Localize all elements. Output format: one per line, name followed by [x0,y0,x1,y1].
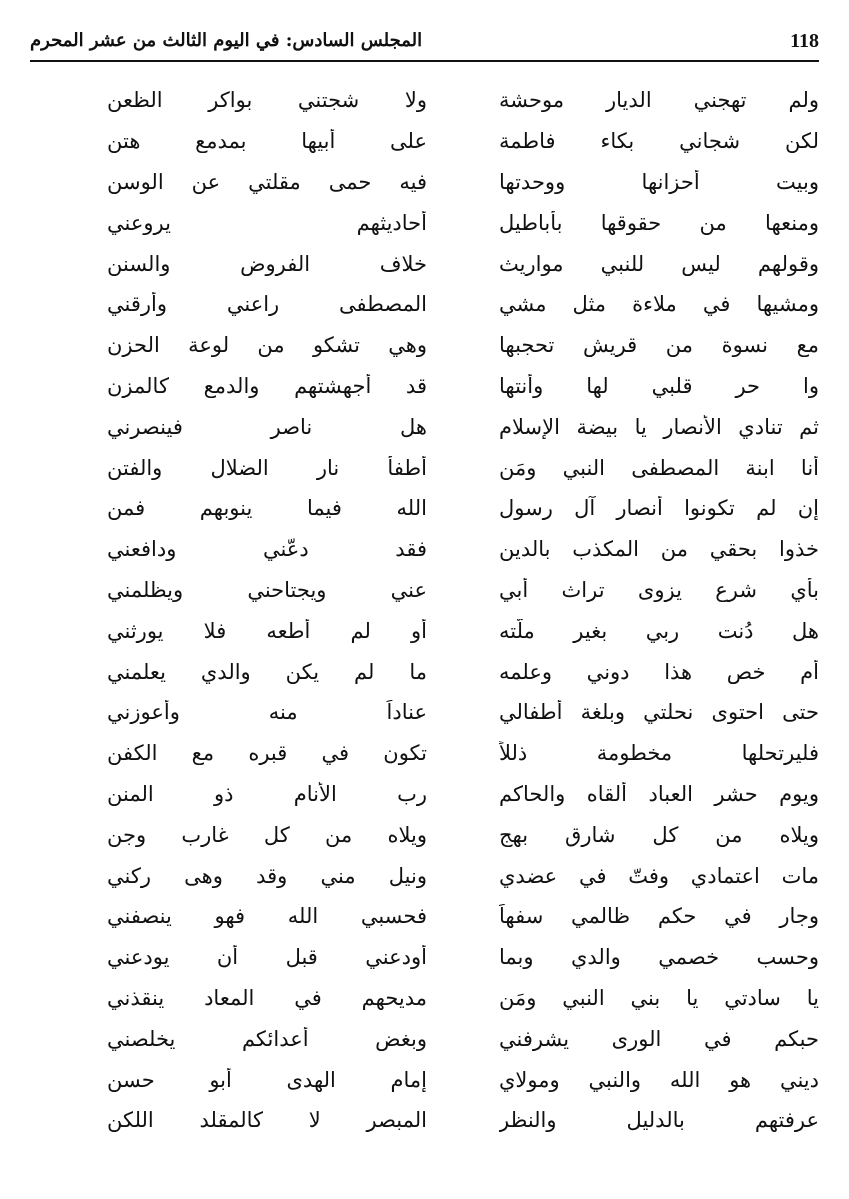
first-hemistich: مع نسوة من قريش تحجبها [499,333,819,358]
couplet [70,202,819,243]
second-hemistich: ولا شجتني بواكر الظعن [107,88,427,113]
header-rule [30,60,819,62]
couplet [70,896,819,937]
page-header [30,26,819,62]
second-hemistich: أحاديثهم يروعني [107,210,427,235]
second-hemistich: فحسبي الله فهو ينصفني [107,904,427,929]
first-hemistich: مات اعتمادي وفتّ في عضدي [499,863,819,888]
first-hemistich: وبيت أحزانها ووحدتها [499,169,819,194]
first-hemistich: فليرتحلها مخطومة ذللاً [499,741,819,766]
running-title: المجلس السادس: في اليوم الثالث من عشر المحرم [30,30,423,51]
first-hemistich: وقولهم ليس للنبي مواريث [499,251,819,276]
first-hemistich: ومنعها من حقوقها بأباطيل [499,210,819,235]
couplet [70,1059,819,1100]
first-hemistich: ديني هو الله والنبي ومولاي [499,1067,819,1092]
couplet [70,243,819,284]
first-hemistich: ومشيها في ملاءة مثل مشي [499,292,819,317]
first-hemistich: أم خص هذا دوني وعلمه [499,659,819,684]
first-hemistich: هل دُنت ربي بغير ملّته [499,618,819,643]
first-hemistich: وحسب خصمي والدي وبما [499,945,819,970]
second-hemistich: أودعني قبل أن يودعني [107,945,427,970]
couplet [70,325,819,366]
couplet [70,774,819,815]
second-hemistich: المصطفى راعني وأرقني [107,292,427,317]
second-hemistich: وبغض أعدائكم يخلصني [107,1026,427,1051]
first-hemistich: إن لم تكونوا أنصار آل رسول [499,496,819,521]
couplet [70,814,819,855]
couplet [70,855,819,896]
couplet [70,1100,819,1141]
second-hemistich: إمام الهدى أبو حسن [107,1067,427,1092]
couplet [70,651,819,692]
second-hemistich: خلاف الفروض والسنن [107,251,427,276]
second-hemistich: فقد دعّني ودافعني [107,537,427,562]
first-hemistich: بأي شرع يزوى تراث أبي [499,577,819,602]
second-hemistich: فيه حمى مقلتي عن الوسن [107,169,427,194]
first-hemistich: حبكم في الورى يشرفني [499,1026,819,1051]
couplet [70,937,819,978]
second-hemistich: الله فيما ينوبهم فمن [107,496,427,521]
couplet [70,570,819,611]
second-hemistich: مديحهم في المعاد ينقذني [107,985,427,1010]
first-hemistich: ويلاه من كل شارق بهج [499,822,819,847]
second-hemistich: تكون في قبره مع الكفن [107,741,427,766]
second-hemistich: ما لم يكن والدي يعلمني [107,659,427,684]
couplet [70,692,819,733]
first-hemistich: حتى احتوى نحلتي وبلغة أطفالي [499,700,819,725]
second-hemistich: على أبيها بمدمع هتن [107,129,427,154]
couplet [70,366,819,407]
first-hemistich: وا حر قلبي لها وأنتها [499,373,819,398]
second-hemistich: وهي تشكو من لوعة الحزن [107,333,427,358]
couplet [70,162,819,203]
couplet [70,284,819,325]
couplet [70,121,819,162]
couplet [70,610,819,651]
couplet [70,488,819,529]
second-hemistich: هل ناصر فينصرني [107,414,427,439]
first-hemistich: ويوم حشر العباد ألقاه والحاكم [499,781,819,806]
couplet [70,1018,819,1059]
couplet [70,80,819,121]
first-hemistich: عرفتهم بالدليل والنظر [499,1108,819,1133]
second-hemistich: قد أجهشتهم والدمع كالمزن [107,373,427,398]
poem [70,80,819,1141]
couplet [70,447,819,488]
second-hemistich: أو لم أطعه فلا يورثني [107,618,427,643]
second-hemistich: رب الأنام ذو المنن [107,781,427,806]
second-hemistich: ويلاه من كل غارب وجن [107,822,427,847]
first-hemistich: ثم تنادي الأنصار يا بيضة الإسلام [499,414,819,439]
second-hemistich: عني ويجتاحني ويظلمني [107,577,427,602]
second-hemistich: المبصر لا كالمقلد اللكن [107,1108,427,1133]
first-hemistich: ولم تهجني الديار موحشة [499,88,819,113]
second-hemistich: ونيل مني وقد وهى ركني [107,863,427,888]
second-hemistich: أطفأ نار الضلال والفتن [107,455,427,480]
first-hemistich: خذوا بحقي من المكذب بالدين [499,537,819,562]
couplet [70,978,819,1019]
first-hemistich: أنا ابنة المصطفى النبي ومَن [499,455,819,480]
couplet [70,406,819,447]
first-hemistich: وجار في حكم ظالمي سفهاً [499,904,819,929]
page-number: 118 [790,30,819,52]
couplet [70,529,819,570]
second-hemistich: عناداً منه وأعوزني [107,700,427,725]
first-hemistich: يا سادتي يا بني النبي ومَن [499,985,819,1010]
first-hemistich: لكن شجاني بكاء فاطمة [499,129,819,154]
couplet [70,733,819,774]
